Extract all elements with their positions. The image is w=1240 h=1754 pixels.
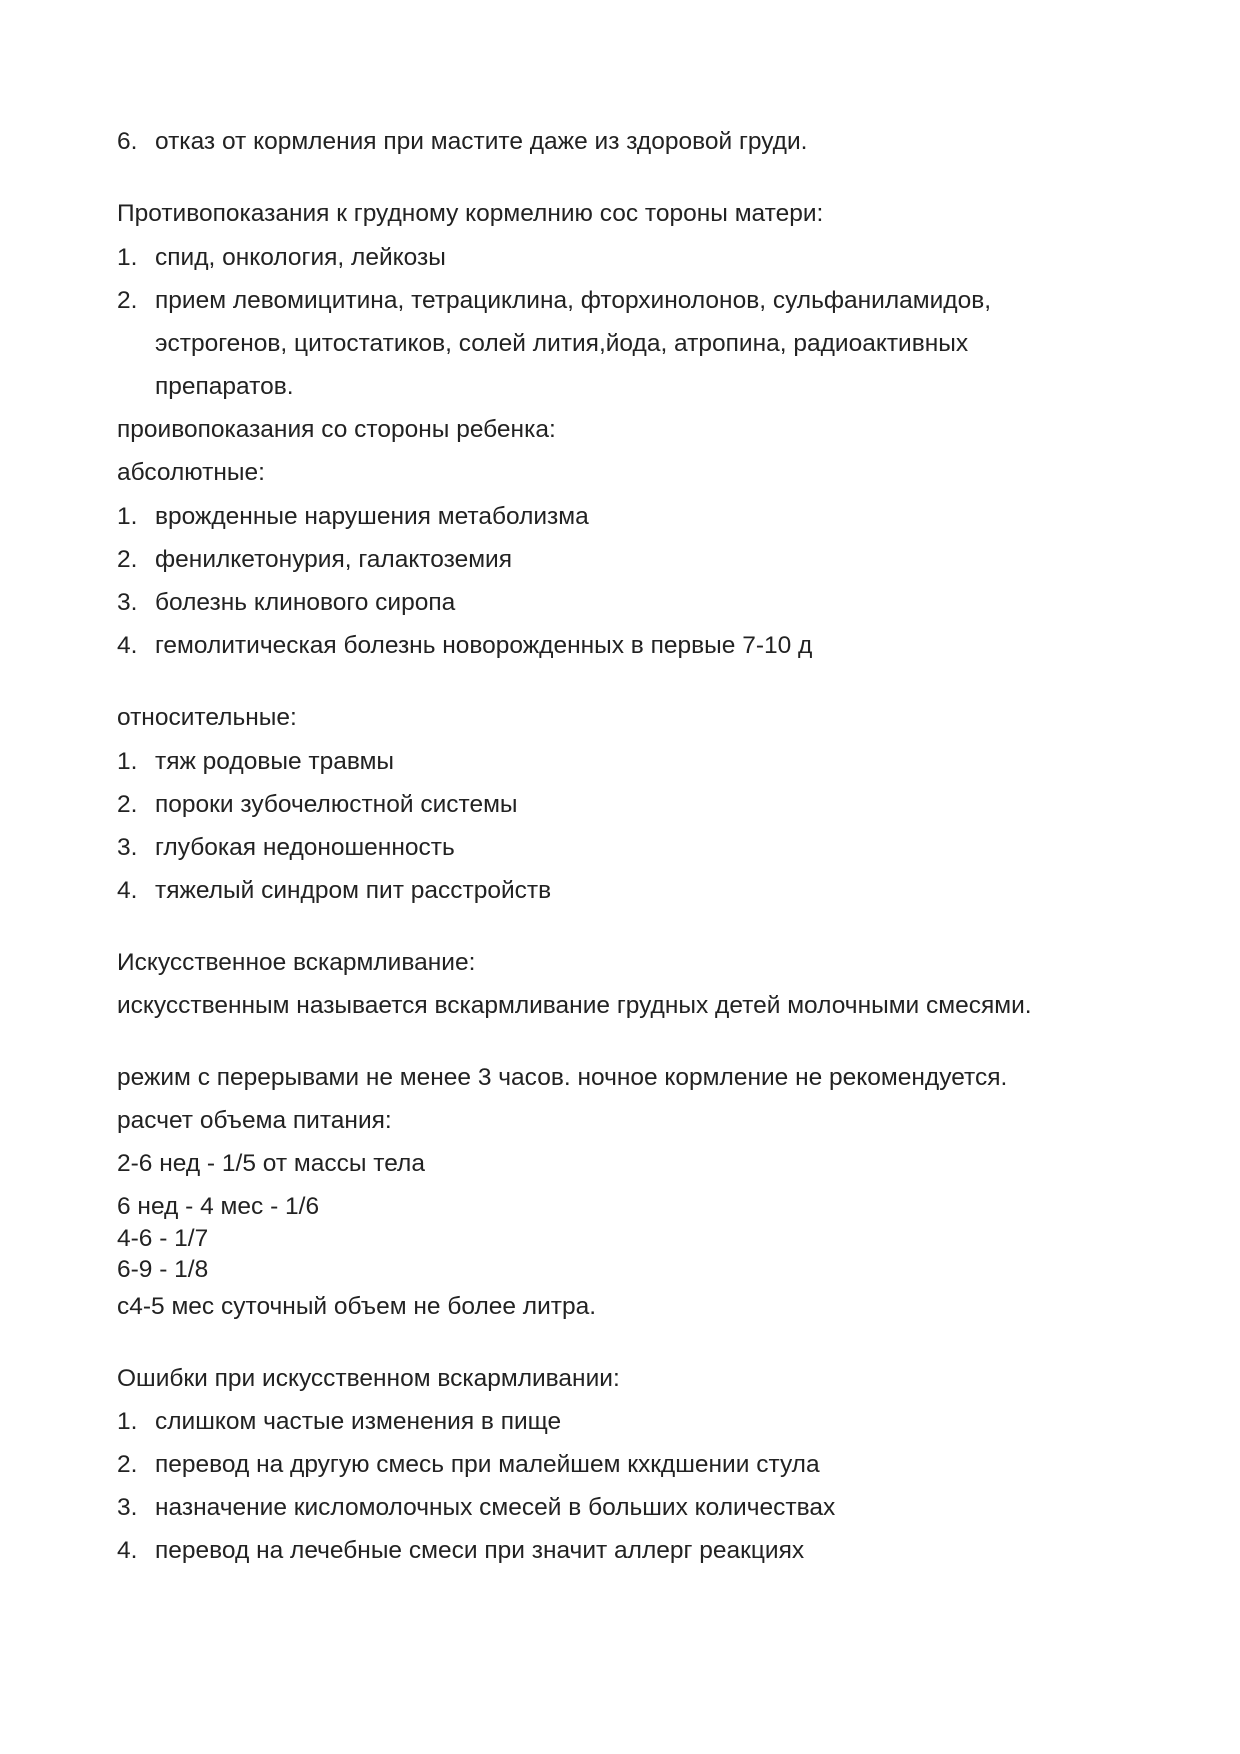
regime-text: режим с перерывами не менее 3 часов. ночное кормление не рекомендуется.	[117, 1064, 1008, 1091]
list-text: прием левомицитина, тетрациклина, фторхинолонов, сульфаниламидов,	[155, 287, 992, 314]
list-item	[117, 502, 589, 532]
list-text: фенилкетонурия, галактоземия	[155, 546, 512, 573]
list-number: 2.	[117, 546, 138, 573]
list-item	[117, 243, 446, 273]
list-item	[117, 1450, 820, 1480]
list-text: тяж родовые травмы	[155, 748, 395, 775]
list-item	[117, 127, 807, 157]
list-number: 2.	[117, 1451, 138, 1478]
list-text: слишком частые изменения в пище	[155, 1408, 562, 1435]
list-text: гемолитическая болезнь новорожденных в первые 7-10 д	[155, 632, 813, 659]
list-text: глубокая недоношенность	[155, 834, 455, 861]
list-number: 3.	[117, 834, 138, 861]
list-text: пороки зубочелюстной системы	[155, 791, 518, 818]
section-heading: Ошибки при искусственном вскармливании:	[117, 1365, 620, 1392]
list-number: 1.	[117, 748, 138, 775]
volume-row: с4-5 мес суточный объем не более литра.	[117, 1293, 597, 1320]
list-item	[117, 1493, 835, 1523]
list-text: врожденные нарушения метаболизма	[155, 503, 589, 530]
list-number: 4.	[117, 1537, 138, 1564]
list-item	[117, 790, 518, 820]
list-text: перевод на другую смесь при малейшем кхкдшении стула	[155, 1451, 820, 1478]
list-number: 2.	[117, 791, 138, 818]
list-text-continuation: эстрогенов, цитостатиков, солей лития,йода, атропина, радиоактивных	[155, 330, 969, 357]
list-text: болезнь клинового сиропа	[155, 589, 456, 616]
volume-row: 4-6 - 1/7	[117, 1225, 209, 1252]
list-text-continuation: препаратов.	[155, 373, 294, 400]
subsection-heading: относительные:	[117, 704, 297, 731]
subsection-heading: абсолютные:	[117, 459, 265, 486]
list-text: отказ от кормления при мастите даже из здоровой груди.	[155, 128, 808, 155]
section-heading: Искусственное вскармливание:	[117, 949, 476, 976]
list-number: 4.	[117, 632, 138, 659]
list-number: 1.	[117, 1408, 138, 1435]
section-heading: Противопоказания к грудному кормелнию сос тороны матери:	[117, 200, 824, 227]
list-item	[117, 833, 455, 863]
list-item	[117, 631, 812, 661]
list-number: 4.	[117, 877, 138, 904]
list-text: назначение кисломолочных смесей в больших количествах	[155, 1494, 836, 1521]
section-heading: проивопоказания со стороны ребенка:	[117, 416, 556, 443]
list-number: 1.	[117, 244, 138, 271]
list-text: спид, онкология, лейкозы	[155, 244, 446, 271]
list-item	[117, 747, 394, 777]
list-number: 1.	[117, 503, 138, 530]
list-item	[117, 1407, 561, 1437]
volume-row: 6-9 - 1/8	[117, 1256, 209, 1283]
list-text: перевод на лечебные смеси при значит аллерг реакциях	[155, 1537, 805, 1564]
list-item	[117, 1536, 804, 1566]
list-item	[117, 876, 551, 906]
list-number: 6.	[117, 128, 138, 155]
list-item	[117, 588, 455, 618]
list-number: 2.	[117, 287, 138, 314]
definition-text: искусственным называется вскармливание грудных детей молочными смесями.	[117, 992, 1032, 1019]
list-number: 3.	[117, 589, 138, 616]
subsection-heading: расчет объема питания:	[117, 1107, 392, 1134]
list-item	[117, 286, 991, 316]
volume-row: 6 нед - 4 мес - 1/6	[117, 1193, 320, 1220]
list-number: 3.	[117, 1494, 138, 1521]
list-text: тяжелый синдром пит расстройств	[155, 877, 552, 904]
list-item	[117, 545, 512, 575]
volume-row: 2-6 нед - 1/5 от массы тела	[117, 1150, 425, 1177]
